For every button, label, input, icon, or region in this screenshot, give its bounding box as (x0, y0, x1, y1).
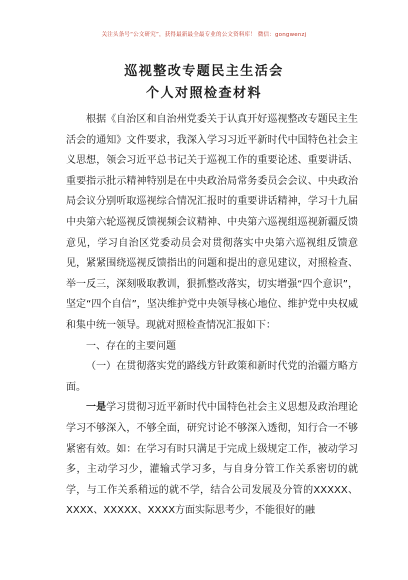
document-title: 巡视整改专题民主生活会 (124, 64, 284, 79)
document-subtitle: 个人对照检查材料 (145, 86, 262, 101)
point-lead: 一是 (86, 402, 107, 414)
intro-paragraph: 根据《自治区和自治州党委关于认真开好巡视整改专题民主生活会的通知》文件要求，我深入学习习近平新时代中国特色社会主义思想，领会习近平总书记关于巡视工作的重要论述、重要讲话、重要指示批示精神特别是在中央政治局常务委员会会议、中央政治局会议分别听取巡视综合情况汇报时的重要讲话精神，学习十九届中央第六轮巡视反馈视频会议精神、中央第六巡视组巡视新疆反馈意见，学习自治区党委动员会对贯彻落实中央第六巡视组反馈意见，紧紧围绕巡视反馈指出的问题和提出的意见建议，对照检查、举一反三，深刻吸取教训，狠抓整改落实，切实增强“四个意识”，坚定“四个自信”，坚决维护党中央领导核心地位、维护党中央权威和集中统一领导。现就对照检查情况汇报如下： (66, 114, 358, 331)
document-body (66, 110, 358, 522)
section-heading: 一、存在的主要问题 (86, 340, 176, 352)
sub-heading: （一）在贯彻落实党的路线方针政策和新时代党的治疆方略方面。 (66, 361, 358, 393)
point-rest-text: 如：在学习有时只满足于完成上级规定工作，被动学习多，主动学习少，灌输式学习多，与自身分管工作关系密切的就学，与工作关系稍远的就不学，结合公司发展及分管的XXXXX、XXXX、XXXXX、XXXX方面实际思考少，不能很好的融 (66, 443, 359, 517)
header-banner: 关注头条号“公文研究”，获得最新最全最专业的公文资料库！ 微信：gongwenzj (101, 32, 307, 38)
point-paragraph (66, 398, 358, 522)
point-bold-text: 学习贯彻习近平新时代中国特色社会主义思想及政治理论学习不够深入，不够全面，研究讨论不够深入透彻，知行合一不够紧密有效。 (66, 402, 359, 455)
